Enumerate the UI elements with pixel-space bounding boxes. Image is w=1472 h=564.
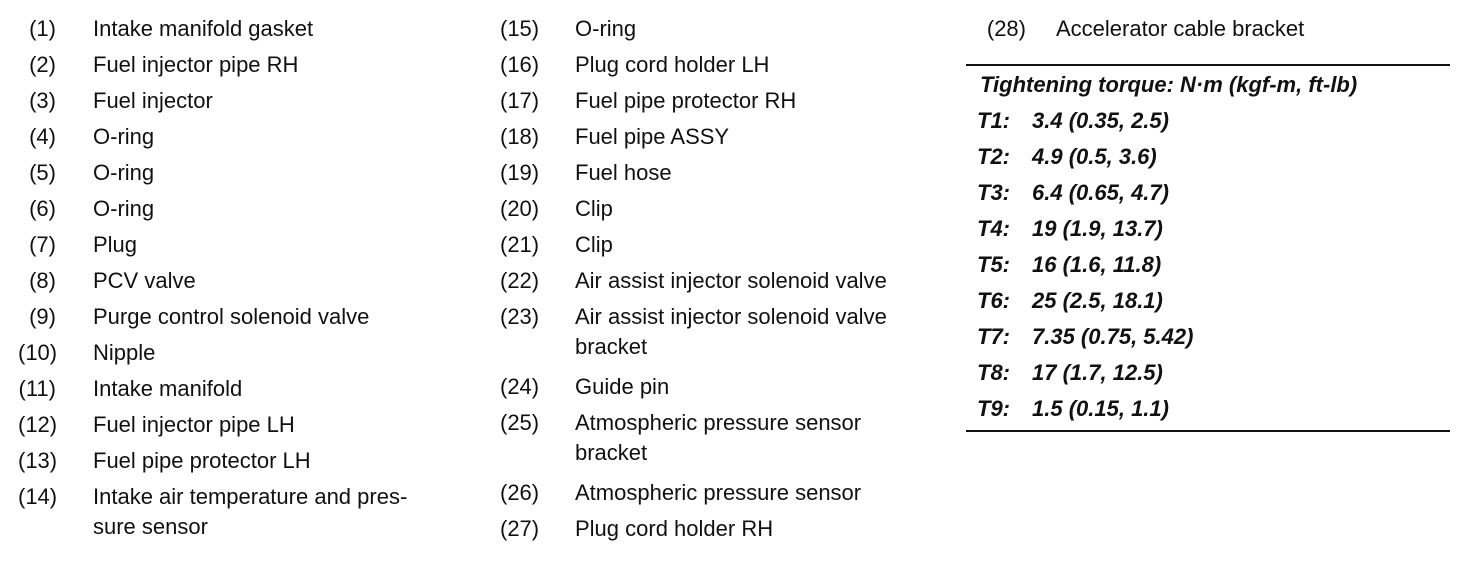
item-label: Nipple — [93, 340, 156, 365]
legend-item — [500, 372, 950, 402]
legend-item — [500, 86, 950, 116]
item-number: (13) — [18, 448, 58, 473]
legend-item — [18, 410, 478, 440]
item-label: Fuel pipe ASSY — [575, 124, 730, 149]
item-number: (15) — [500, 16, 540, 41]
legend-item — [966, 14, 1452, 44]
item-number: (26) — [500, 480, 540, 505]
item-number: (21) — [500, 232, 540, 257]
item-label: Air assist injector solenoid valve — [575, 268, 887, 293]
item-number: (23) — [500, 304, 540, 329]
legend-item — [500, 14, 950, 44]
item-label: Plug cord holder LH — [575, 52, 770, 77]
item-number: (17) — [500, 88, 540, 113]
divider-bottom — [966, 430, 1450, 432]
item-number: (5) — [29, 160, 56, 185]
item-label — [93, 482, 478, 542]
item-label: Fuel injector pipe LH — [93, 412, 295, 437]
item-label: Purge control solenoid valve — [93, 304, 370, 329]
torque-key: T7: — [977, 324, 1010, 349]
item-label-line-2: bracket — [575, 334, 648, 359]
torque-value: 1.5 (0.15, 1.1) — [1032, 396, 1169, 421]
item-number: (1) — [29, 16, 56, 41]
item-label: Plug cord holder RH — [575, 516, 774, 541]
legend-item — [500, 158, 950, 188]
legend-item — [18, 266, 478, 296]
torque-key: T5: — [977, 252, 1010, 277]
item-number: (7) — [29, 232, 56, 257]
item-label-line-1: Air assist injector solenoid valve — [575, 304, 887, 329]
torque-row — [966, 358, 1452, 388]
item-label: Fuel pipe protector LH — [93, 448, 311, 473]
torque-row — [966, 322, 1452, 352]
legend-item — [500, 266, 950, 296]
torque-key: T9: — [977, 396, 1010, 421]
torque-row — [966, 106, 1452, 136]
legend-item — [500, 50, 950, 80]
legend-item — [18, 158, 478, 188]
legend-column-2 — [500, 14, 950, 550]
legend-item — [500, 408, 950, 468]
legend-item — [18, 14, 478, 44]
item-number: (2) — [29, 52, 56, 77]
torque-value: 19 (1.9, 13.7) — [1032, 216, 1163, 241]
legend-column-3 — [966, 14, 1452, 432]
item-number: (24) — [500, 374, 540, 399]
legend-item — [18, 230, 478, 260]
item-label-line-2: bracket — [575, 440, 648, 465]
item-label: Accelerator cable bracket — [1056, 16, 1305, 41]
item-number: (20) — [500, 196, 540, 221]
torque-key: T1: — [977, 108, 1010, 133]
item-number: (25) — [500, 410, 540, 435]
legend-item — [18, 482, 478, 542]
item-number: (6) — [29, 196, 56, 221]
torque-row — [966, 394, 1452, 424]
legend-item — [500, 302, 950, 362]
item-label — [575, 302, 950, 362]
torque-row — [966, 250, 1452, 280]
torque-value: 7.35 (0.75, 5.42) — [1032, 324, 1194, 349]
item-label-line-1: Intake air temperature and pres- — [93, 484, 408, 509]
item-label: Atmospheric pressure sensor — [575, 480, 862, 505]
item-label: Guide pin — [575, 374, 670, 399]
legend-item — [18, 86, 478, 116]
item-label: PCV valve — [93, 268, 196, 293]
legend-item — [18, 446, 478, 476]
legend-item — [500, 194, 950, 224]
legend-item — [18, 50, 478, 80]
legend-item — [500, 122, 950, 152]
legend-item — [18, 374, 478, 404]
item-label: Plug — [93, 232, 138, 257]
torque-key: T6: — [977, 288, 1010, 313]
item-number: (27) — [500, 516, 540, 541]
item-label: O-ring — [93, 196, 155, 221]
legend-item — [18, 302, 478, 332]
item-label: Fuel injector — [93, 88, 213, 113]
item-number: (12) — [18, 412, 58, 437]
item-number: (22) — [500, 268, 540, 293]
torque-key: T3: — [977, 180, 1010, 205]
item-number: (18) — [500, 124, 540, 149]
item-label: Fuel injector pipe RH — [93, 52, 299, 77]
item-number: (11) — [18, 376, 56, 401]
torque-key: T2: — [977, 144, 1010, 169]
torque-key: T8: — [977, 360, 1010, 385]
item-number: (14) — [18, 484, 58, 509]
item-label: O-ring — [93, 124, 155, 149]
torque-value: 16 (1.6, 11.8) — [1032, 252, 1162, 277]
item-number: (19) — [500, 160, 540, 185]
torque-key: T4: — [977, 216, 1010, 241]
item-number: (10) — [18, 340, 58, 365]
legend-item — [18, 338, 478, 368]
item-label-line-2: sure sensor — [93, 514, 208, 539]
item-label: Clip — [575, 196, 613, 221]
torque-value: 3.4 (0.35, 2.5) — [1032, 108, 1169, 133]
item-number: (4) — [29, 124, 56, 149]
item-number: (3) — [29, 88, 56, 113]
item-number: (9) — [29, 304, 56, 329]
torque-table-title: Tightening torque: N·m (kgf-m, ft-lb) — [980, 72, 1358, 97]
torque-value: 4.9 (0.5, 3.6) — [1032, 144, 1157, 169]
legend-item — [500, 478, 950, 508]
item-label: Fuel pipe protector RH — [575, 88, 797, 113]
torque-row — [966, 286, 1452, 316]
item-number: (28) — [986, 16, 1026, 41]
legend-column-1 — [18, 14, 478, 552]
item-label: Fuel hose — [575, 160, 672, 185]
item-number: (8) — [29, 268, 56, 293]
torque-row — [966, 214, 1452, 244]
legend-item — [18, 122, 478, 152]
item-label — [575, 408, 950, 468]
item-label: Intake manifold — [93, 376, 243, 401]
torque-row — [966, 142, 1452, 172]
torque-value: 17 (1.7, 12.5) — [1032, 360, 1163, 385]
torque-value: 6.4 (0.65, 4.7) — [1032, 180, 1169, 205]
item-number: (16) — [500, 52, 540, 77]
item-label: Intake manifold gasket — [93, 16, 314, 41]
item-label: Clip — [575, 232, 613, 257]
item-label: O-ring — [575, 16, 637, 41]
legend-item — [500, 514, 950, 544]
item-label: O-ring — [93, 160, 155, 185]
item-label-line-1: Atmospheric pressure sensor — [575, 410, 862, 435]
torque-value: 25 (2.5, 18.1) — [1032, 288, 1163, 313]
torque-row — [966, 178, 1452, 208]
legend-item — [18, 194, 478, 224]
legend-item — [500, 230, 950, 260]
